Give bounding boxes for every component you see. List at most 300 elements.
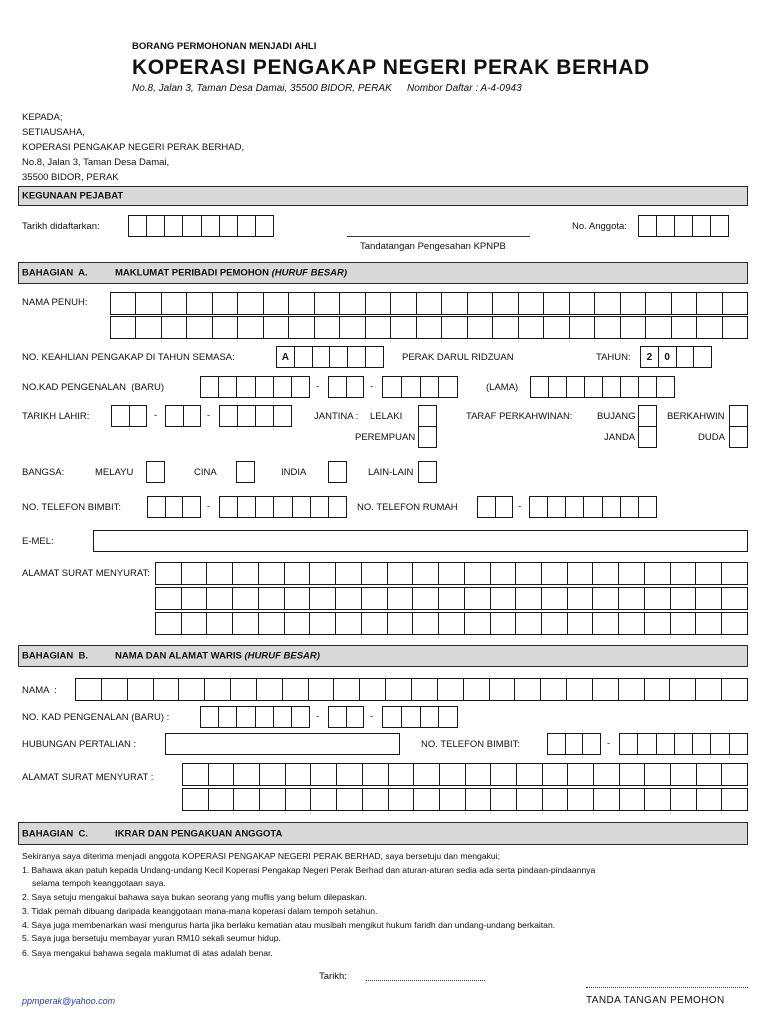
relationship-field[interactable]	[165, 733, 400, 755]
mailing-address-row-2-cell[interactable]	[618, 587, 645, 610]
gender-lelaki-checkbox[interactable]	[418, 405, 437, 427]
full-name-row-1-cell[interactable]	[314, 292, 340, 315]
registered-date-cell[interactable]	[146, 215, 165, 237]
full-name-row-1-cell[interactable]	[620, 292, 646, 315]
full-name-row-1-cell[interactable]	[288, 292, 314, 315]
heir-address-row-1-cell[interactable]	[619, 763, 646, 786]
full-name-row-2-cell[interactable]	[161, 316, 187, 339]
heir-address-row-2-cell[interactable]	[233, 788, 260, 811]
heir-mobile-number-cell[interactable]	[619, 733, 638, 755]
mailing-address-row-3-cell[interactable]	[541, 612, 568, 635]
dob-day-cell[interactable]	[129, 405, 148, 427]
ic-new-part-3-cell[interactable]	[420, 376, 440, 398]
heir-address-row-1[interactable]	[182, 763, 748, 786]
dob-month-cell[interactable]	[165, 405, 184, 427]
heir-name-cell[interactable]	[256, 678, 283, 701]
mailing-address-row-3-cell[interactable]	[232, 612, 259, 635]
member-number-cell[interactable]	[674, 215, 693, 237]
full-name-row-2-cell[interactable]	[314, 316, 340, 339]
heir-mobile-prefix[interactable]	[547, 733, 601, 755]
full-name-row-1-cell[interactable]	[696, 292, 722, 315]
heir-mobile-prefix-cell[interactable]	[582, 733, 601, 755]
full-name-row-1-cell[interactable]	[339, 292, 365, 315]
heir-ic-part-2-cell[interactable]	[328, 706, 347, 728]
mailing-address-row-3-cell[interactable]	[670, 612, 697, 635]
full-name-row-1-cell[interactable]	[518, 292, 544, 315]
mailing-address-row-2-cell[interactable]	[490, 587, 517, 610]
mailing-address-row-1-cell[interactable]	[387, 562, 414, 585]
race-india-checkbox[interactable]	[328, 461, 347, 483]
full-name-row-2-cell[interactable]	[441, 316, 467, 339]
heir-address-row-2-cell[interactable]	[259, 788, 286, 811]
mobile-phone-number[interactable]	[219, 496, 347, 518]
mailing-address-row-1-cell[interactable]	[618, 562, 645, 585]
member-number-cell[interactable]	[638, 215, 657, 237]
date-line[interactable]	[366, 980, 485, 981]
registered-date[interactable]	[128, 215, 274, 237]
mailing-address-row-3-cell[interactable]	[309, 612, 336, 635]
race-melayu-checkbox[interactable]	[146, 461, 165, 483]
mailing-address-row-1-cell[interactable]	[335, 562, 362, 585]
member-number-cell[interactable]	[656, 215, 675, 237]
heir-ic-part-3-cell[interactable]	[420, 706, 440, 728]
full-name-row-1-cell[interactable]	[186, 292, 212, 315]
full-name-row-2-cell[interactable]	[212, 316, 238, 339]
full-name-row-1-cell[interactable]	[161, 292, 187, 315]
mailing-address-row-3-cell[interactable]	[644, 612, 671, 635]
mailing-address-row-3-cell[interactable]	[695, 612, 722, 635]
mailing-address-row-1[interactable]	[155, 562, 748, 585]
applicant-signature-line[interactable]	[586, 987, 748, 988]
heir-ic-part-1-cell[interactable]	[255, 706, 274, 728]
full-name-row-1[interactable]	[110, 292, 748, 315]
heir-address-row-2-cell[interactable]	[465, 788, 492, 811]
dob-day[interactable]	[111, 405, 147, 427]
heir-address-row-1-cell[interactable]	[413, 763, 440, 786]
ic-old-cell[interactable]	[584, 376, 603, 398]
full-name-row-2-cell[interactable]	[390, 316, 416, 339]
full-name-row-2-cell[interactable]	[492, 316, 518, 339]
heir-address-row-2-cell[interactable]	[310, 788, 337, 811]
heir-address-row-1-cell[interactable]	[310, 763, 337, 786]
full-name-row-1-cell[interactable]	[569, 292, 595, 315]
mailing-address-row-2-cell[interactable]	[515, 587, 542, 610]
ic-new-part-1-cell[interactable]	[236, 376, 255, 398]
heir-address-row-2-cell[interactable]	[336, 788, 363, 811]
full-name-row-1-cell[interactable]	[237, 292, 263, 315]
heir-ic-part-2-cell[interactable]	[346, 706, 365, 728]
heir-mobile-number-cell[interactable]	[674, 733, 693, 755]
full-name-row-1-cell[interactable]	[492, 292, 518, 315]
full-name-row-2-cell[interactable]	[671, 316, 697, 339]
heir-name-cell[interactable]	[153, 678, 180, 701]
home-phone-number-cell[interactable]	[620, 496, 639, 518]
mailing-address-row-2-cell[interactable]	[592, 587, 619, 610]
heir-mobile-prefix-cell[interactable]	[547, 733, 566, 755]
dob-year-cell[interactable]	[255, 405, 274, 427]
home-phone-number-cell[interactable]	[529, 496, 548, 518]
heir-address-row-2-cell[interactable]	[721, 788, 748, 811]
heir-ic-part-3-cell[interactable]	[401, 706, 421, 728]
mailing-address-row-3-cell[interactable]	[206, 612, 233, 635]
heir-address-row-2-cell[interactable]	[388, 788, 415, 811]
race-lain-lain-checkbox[interactable]	[418, 461, 437, 483]
ic-old-cell[interactable]	[602, 376, 621, 398]
heir-address-row-2-cell[interactable]	[182, 788, 209, 811]
ic-old-cell[interactable]	[548, 376, 567, 398]
heir-name-cell[interactable]	[178, 678, 205, 701]
mailing-address-row-1-cell[interactable]	[567, 562, 594, 585]
mailing-address-row-3[interactable]	[155, 612, 748, 635]
scout-number-cell[interactable]	[347, 346, 366, 368]
home-phone-number-cell[interactable]	[565, 496, 584, 518]
scout-number[interactable]	[276, 346, 384, 368]
scout-number-cell[interactable]	[365, 346, 384, 368]
year-cell[interactable]	[676, 346, 695, 368]
heir-address-row-2-cell[interactable]	[619, 788, 646, 811]
heir-address-row-1-cell[interactable]	[259, 763, 286, 786]
mailing-address-row-3-cell[interactable]	[490, 612, 517, 635]
dob-month[interactable]	[165, 405, 201, 427]
heir-name-cell[interactable]	[282, 678, 309, 701]
mailing-address-row-1-cell[interactable]	[206, 562, 233, 585]
gender-perempuan-checkbox[interactable]	[418, 426, 437, 448]
ic-old-cell[interactable]	[530, 376, 549, 398]
approval-signature-line[interactable]	[347, 236, 530, 237]
full-name-row-2-cell[interactable]	[594, 316, 620, 339]
ic-new-part-1-cell[interactable]	[255, 376, 274, 398]
heir-address-row-2-cell[interactable]	[593, 788, 620, 811]
mobile-phone-number-cell[interactable]	[273, 496, 292, 518]
mailing-address-row-2-cell[interactable]	[181, 587, 208, 610]
heir-mobile-number-cell[interactable]	[637, 733, 656, 755]
ic-old-cell[interactable]	[656, 376, 675, 398]
mailing-address-row-1-cell[interactable]	[515, 562, 542, 585]
full-name-row-2-cell[interactable]	[186, 316, 212, 339]
heir-name-cell[interactable]	[204, 678, 231, 701]
mailing-address-row-2-cell[interactable]	[464, 587, 491, 610]
heir-name-cell[interactable]	[566, 678, 593, 701]
heir-mobile-number-cell[interactable]	[656, 733, 675, 755]
mobile-phone-number-cell[interactable]	[255, 496, 274, 518]
heir-address-row-2-cell[interactable]	[490, 788, 517, 811]
heir-address-row-1-cell[interactable]	[721, 763, 748, 786]
mailing-address-row-3-cell[interactable]	[567, 612, 594, 635]
scout-number-cell[interactable]	[312, 346, 331, 368]
mailing-address-row-1-cell[interactable]	[412, 562, 439, 585]
heir-address-row-1-cell[interactable]	[696, 763, 723, 786]
mailing-address-row-3-cell[interactable]	[284, 612, 311, 635]
registered-date-cell[interactable]	[182, 215, 201, 237]
heir-mobile-number-cell[interactable]	[710, 733, 729, 755]
home-phone-prefix-cell[interactable]	[477, 496, 496, 518]
heir-ic-part-1-cell[interactable]	[273, 706, 292, 728]
mailing-address-row-2-cell[interactable]	[670, 587, 697, 610]
heir-name-cell[interactable]	[489, 678, 516, 701]
mailing-address-row-3-cell[interactable]	[438, 612, 465, 635]
marital-berkahwin-checkbox[interactable]	[729, 405, 748, 427]
ic-new-part-2-cell[interactable]	[328, 376, 347, 398]
heir-ic-part-1-cell[interactable]	[236, 706, 255, 728]
mobile-phone-number-cell[interactable]	[237, 496, 256, 518]
heir-mobile-prefix-cell[interactable]	[565, 733, 584, 755]
mailing-address-row-1-cell[interactable]	[670, 562, 697, 585]
heir-ic-part-3-cell[interactable]	[438, 706, 458, 728]
heir-address-row-1-cell[interactable]	[567, 763, 594, 786]
mailing-address-row-2-cell[interactable]	[721, 587, 748, 610]
heir-address-row-2-cell[interactable]	[362, 788, 389, 811]
heir-address-row-2[interactable]	[182, 788, 748, 811]
dob-day-cell[interactable]	[111, 405, 130, 427]
full-name-row-2-cell[interactable]	[237, 316, 263, 339]
mobile-phone-number-cell[interactable]	[328, 496, 347, 518]
heir-name-cell[interactable]	[592, 678, 619, 701]
full-name-row-2-cell[interactable]	[416, 316, 442, 339]
registered-date-cell[interactable]	[237, 215, 256, 237]
home-phone-prefix-cell[interactable]	[495, 496, 514, 518]
mobile-phone-number-cell[interactable]	[292, 496, 311, 518]
heir-ic-part-3[interactable]	[382, 706, 458, 728]
mailing-address-row-2-cell[interactable]	[567, 587, 594, 610]
mailing-address-row-1-cell[interactable]	[464, 562, 491, 585]
registered-date-cell[interactable]	[128, 215, 147, 237]
mailing-address-row-1-cell[interactable]	[695, 562, 722, 585]
mailing-address-row-2-cell[interactable]	[412, 587, 439, 610]
home-phone-prefix[interactable]	[477, 496, 513, 518]
heir-ic-part-1-cell[interactable]	[291, 706, 310, 728]
registered-date-cell[interactable]	[255, 215, 274, 237]
full-name-row-2-cell[interactable]	[645, 316, 671, 339]
mailing-address-row-2-cell[interactable]	[541, 587, 568, 610]
ic-new-part-1-cell[interactable]	[218, 376, 237, 398]
mailing-address-row-3-cell[interactable]	[335, 612, 362, 635]
full-name-row-1-cell[interactable]	[263, 292, 289, 315]
member-number-cell[interactable]	[692, 215, 711, 237]
mobile-phone-prefix[interactable]	[147, 496, 201, 518]
heir-mobile-number-cell[interactable]	[692, 733, 711, 755]
heir-address-row-1-cell[interactable]	[490, 763, 517, 786]
mobile-phone-prefix-cell[interactable]	[165, 496, 184, 518]
email-field[interactable]	[93, 530, 748, 552]
ic-new-part-3-cell[interactable]	[438, 376, 458, 398]
full-name-row-1-cell[interactable]	[543, 292, 569, 315]
heir-name-cell[interactable]	[540, 678, 567, 701]
full-name-row-1-cell[interactable]	[594, 292, 620, 315]
mailing-address-row-2-cell[interactable]	[695, 587, 722, 610]
mailing-address-row-3-cell[interactable]	[721, 612, 748, 635]
home-phone-number[interactable]	[529, 496, 657, 518]
full-name-row-2-cell[interactable]	[620, 316, 646, 339]
heir-address-row-1-cell[interactable]	[670, 763, 697, 786]
marital-janda-checkbox[interactable]	[638, 426, 657, 448]
mailing-address-row-2-cell[interactable]	[206, 587, 233, 610]
mailing-address-row-3-cell[interactable]	[387, 612, 414, 635]
mobile-phone-number-cell[interactable]	[310, 496, 329, 518]
heir-address-row-2-cell[interactable]	[542, 788, 569, 811]
ic-new-part-3-cell[interactable]	[401, 376, 421, 398]
member-number-cell[interactable]	[710, 215, 729, 237]
heir-name-cell[interactable]	[75, 678, 102, 701]
full-name-row-1-cell[interactable]	[390, 292, 416, 315]
heir-ic-part-1[interactable]	[200, 706, 310, 728]
heir-name-cell[interactable]	[101, 678, 128, 701]
registered-date-cell[interactable]	[201, 215, 220, 237]
heir-name[interactable]	[75, 678, 748, 701]
heir-address-row-2-cell[interactable]	[208, 788, 235, 811]
ic-old-cell[interactable]	[620, 376, 639, 398]
year-cell[interactable]: 2	[640, 346, 659, 368]
heir-address-row-2-cell[interactable]	[516, 788, 543, 811]
heir-name-cell[interactable]	[411, 678, 438, 701]
mailing-address-row-1-cell[interactable]	[438, 562, 465, 585]
heir-ic-part-2[interactable]	[328, 706, 364, 728]
heir-address-row-1-cell[interactable]	[208, 763, 235, 786]
home-phone-number-cell[interactable]	[583, 496, 602, 518]
heir-address-row-1-cell[interactable]	[362, 763, 389, 786]
ic-new-part-1[interactable]	[200, 376, 310, 398]
mailing-address-row-1-cell[interactable]	[644, 562, 671, 585]
heir-address-row-2-cell[interactable]	[567, 788, 594, 811]
full-name-row-2-cell[interactable]	[543, 316, 569, 339]
heir-mobile-number-cell[interactable]	[729, 733, 748, 755]
mobile-phone-prefix-cell[interactable]	[182, 496, 201, 518]
full-name-row-1-cell[interactable]	[110, 292, 136, 315]
heir-address-row-1-cell[interactable]	[542, 763, 569, 786]
full-name-row-1-cell[interactable]	[441, 292, 467, 315]
marital-bujang-checkbox[interactable]	[638, 405, 657, 427]
mailing-address-row-1-cell[interactable]	[490, 562, 517, 585]
ic-new-part-1-cell[interactable]	[291, 376, 310, 398]
heir-name-cell[interactable]	[333, 678, 360, 701]
ic-new-part-3[interactable]	[382, 376, 458, 398]
full-name-row-1-cell[interactable]	[671, 292, 697, 315]
mailing-address-row-1-cell[interactable]	[232, 562, 259, 585]
ic-new-part-1-cell[interactable]	[273, 376, 292, 398]
heir-name-cell[interactable]	[230, 678, 257, 701]
full-name-row-2-cell[interactable]	[135, 316, 161, 339]
dob-year-cell[interactable]	[237, 405, 256, 427]
full-name-row-2-cell[interactable]	[263, 316, 289, 339]
full-name-row-2-cell[interactable]	[569, 316, 595, 339]
race-cina-checkbox[interactable]	[236, 461, 255, 483]
heir-address-row-1-cell[interactable]	[465, 763, 492, 786]
heir-address-row-1-cell[interactable]	[593, 763, 620, 786]
heir-name-cell[interactable]	[669, 678, 696, 701]
full-name-row-1-cell[interactable]	[467, 292, 493, 315]
mailing-address-row-2-cell[interactable]	[644, 587, 671, 610]
full-name-row-1-cell[interactable]	[212, 292, 238, 315]
heir-name-cell[interactable]	[514, 678, 541, 701]
dob-year-cell[interactable]	[273, 405, 292, 427]
heir-address-row-1-cell[interactable]	[285, 763, 312, 786]
mobile-phone-number-cell[interactable]	[219, 496, 238, 518]
mailing-address-row-2[interactable]	[155, 587, 748, 610]
mailing-address-row-1-cell[interactable]	[258, 562, 285, 585]
full-name-row-2-cell[interactable]	[365, 316, 391, 339]
mailing-address-row-1-cell[interactable]	[361, 562, 388, 585]
year[interactable]	[640, 346, 712, 368]
mailing-address-row-3-cell[interactable]	[361, 612, 388, 635]
heir-name-cell[interactable]	[359, 678, 386, 701]
year-cell[interactable]: 0	[658, 346, 677, 368]
heir-address-row-2-cell[interactable]	[439, 788, 466, 811]
scout-number-cell[interactable]	[329, 346, 348, 368]
mailing-address-row-3-cell[interactable]	[181, 612, 208, 635]
mailing-address-row-1-cell[interactable]	[592, 562, 619, 585]
full-name-row-1-cell[interactable]	[135, 292, 161, 315]
heir-address-row-2-cell[interactable]	[670, 788, 697, 811]
heir-address-row-1-cell[interactable]	[516, 763, 543, 786]
heir-address-row-2-cell[interactable]	[696, 788, 723, 811]
heir-name-cell[interactable]	[618, 678, 645, 701]
contact-email-link[interactable]: ppmperak@yahoo.com	[22, 996, 116, 1006]
heir-name-cell[interactable]	[695, 678, 722, 701]
full-name-row-2-cell[interactable]	[467, 316, 493, 339]
registered-date-cell[interactable]	[164, 215, 183, 237]
mailing-address-row-2-cell[interactable]	[438, 587, 465, 610]
home-phone-number-cell[interactable]	[602, 496, 621, 518]
mailing-address-row-1-cell[interactable]	[309, 562, 336, 585]
heir-name-cell[interactable]	[463, 678, 490, 701]
mailing-address-row-2-cell[interactable]	[387, 587, 414, 610]
heir-name-cell[interactable]	[437, 678, 464, 701]
mailing-address-row-3-cell[interactable]	[592, 612, 619, 635]
home-phone-number-cell[interactable]	[638, 496, 657, 518]
heir-name-cell[interactable]	[127, 678, 154, 701]
heir-name-cell[interactable]	[385, 678, 412, 701]
ic-new-part-1-cell[interactable]	[200, 376, 219, 398]
mobile-phone-prefix-cell[interactable]	[147, 496, 166, 518]
heir-address-row-1-cell[interactable]	[644, 763, 671, 786]
heir-address-row-1-cell[interactable]	[233, 763, 260, 786]
marital-duda-checkbox[interactable]	[729, 426, 748, 448]
heir-address-row-2-cell[interactable]	[285, 788, 312, 811]
full-name-row-1-cell[interactable]	[365, 292, 391, 315]
ic-old[interactable]	[530, 376, 675, 398]
mailing-address-row-2-cell[interactable]	[284, 587, 311, 610]
full-name-row-2-cell[interactable]	[110, 316, 136, 339]
heir-address-row-1-cell[interactable]	[439, 763, 466, 786]
mailing-address-row-3-cell[interactable]	[412, 612, 439, 635]
member-number[interactable]	[638, 215, 729, 237]
mailing-address-row-1-cell[interactable]	[284, 562, 311, 585]
heir-address-row-2-cell[interactable]	[644, 788, 671, 811]
heir-address-row-1-cell[interactable]	[182, 763, 209, 786]
heir-name-cell[interactable]	[721, 678, 748, 701]
heir-name-cell[interactable]	[644, 678, 671, 701]
dob-year[interactable]	[219, 405, 292, 427]
dob-month-cell[interactable]	[183, 405, 202, 427]
full-name-row-1-cell[interactable]	[722, 292, 748, 315]
ic-new-part-3-cell[interactable]	[382, 376, 402, 398]
mailing-address-row-1-cell[interactable]	[721, 562, 748, 585]
full-name-row-1-cell[interactable]	[416, 292, 442, 315]
year-cell[interactable]	[693, 346, 712, 368]
mailing-address-row-1-cell[interactable]	[181, 562, 208, 585]
heir-address-row-1-cell[interactable]	[388, 763, 415, 786]
mailing-address-row-2-cell[interactable]	[232, 587, 259, 610]
heir-address-row-1-cell[interactable]	[336, 763, 363, 786]
full-name-row-2-cell[interactable]	[696, 316, 722, 339]
heir-ic-part-1-cell[interactable]	[200, 706, 219, 728]
mailing-address-row-3-cell[interactable]	[515, 612, 542, 635]
mailing-address-row-2-cell[interactable]	[155, 587, 182, 610]
ic-old-cell[interactable]	[566, 376, 585, 398]
heir-address-row-2-cell[interactable]	[413, 788, 440, 811]
mailing-address-row-2-cell[interactable]	[335, 587, 362, 610]
ic-old-cell[interactable]	[638, 376, 657, 398]
mailing-address-row-2-cell[interactable]	[361, 587, 388, 610]
